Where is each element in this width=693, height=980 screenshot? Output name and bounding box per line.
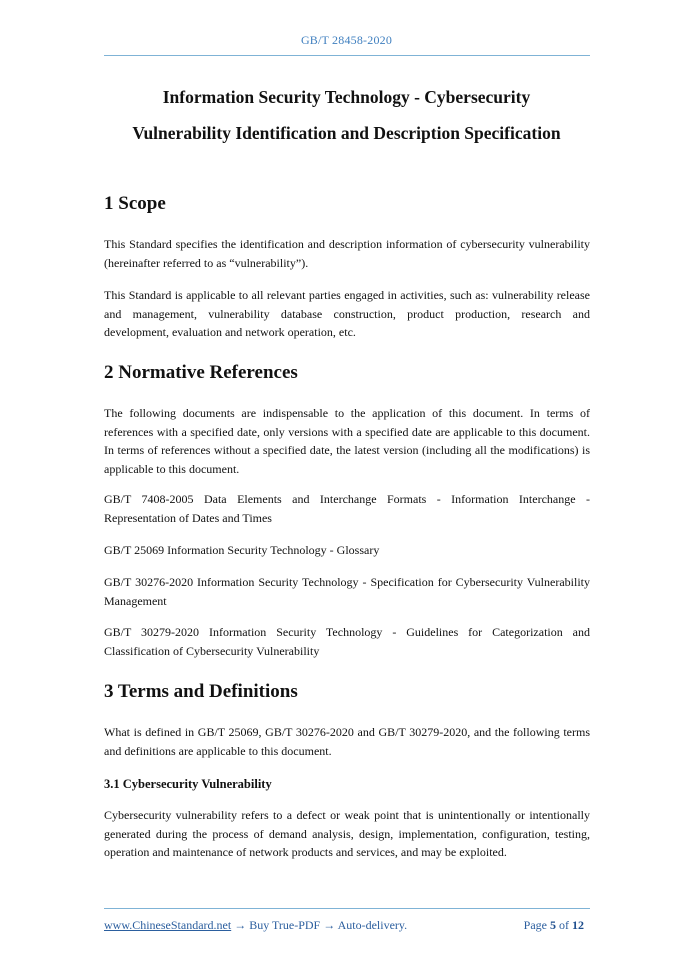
- buy-true-pdf-link[interactable]: Buy True-PDF: [249, 918, 321, 932]
- current-page-number: 5: [550, 918, 556, 932]
- header-divider: [104, 55, 590, 56]
- normative-intro-paragraph: The following documents are indispensable to the application of this document. In terms of references with a specified date, only versions with a specified date are applicable to this document. In terms of references without a specified date, the latest version (including all the modifications) is applicable to this document.: [104, 406, 590, 476]
- auto-delivery-text: Auto-delivery.: [337, 918, 408, 932]
- standard-code-header: GB/T 28458-2020: [300, 33, 393, 47]
- section-heading-terms-definitions: 3 Terms and Definitions: [104, 681, 298, 702]
- page-label: Page: [523, 918, 547, 932]
- terms-intro-paragraph: What is defined in GB/T 25069, GB/T 30276-2020 and GB/T 30279-2020, and the following terms and definitions are applicable to this document.: [104, 725, 590, 758]
- reference-item: GB/T 30279-2020 Information Security Technology - Guidelines for Categorization and Classification of Cybersecurity Vulnerability: [104, 625, 590, 658]
- site-link[interactable]: www.ChineseStandard.net: [104, 918, 232, 932]
- reference-item: GB/T 7408-2005 Data Elements and Interchange Formats - Information Interchange - Representation of Dates and Times: [104, 492, 590, 525]
- arrow-right-icon: →: [323, 918, 336, 932]
- section-heading-scope: 1 Scope: [104, 193, 166, 214]
- scope-paragraph-2: This Standard is applicable to all relevant parties engaged in activities, such as: vulnerability release and management, vulnerability database construction, product production, research and development, evaluation and network operation, etc.: [104, 288, 590, 339]
- of-label: of: [559, 918, 569, 932]
- reference-item: GB/T 30276-2020 Information Security Technology - Specification for Cybersecurity Vulnerability Management: [104, 575, 590, 608]
- document-title-line-1: Information Security Technology - Cybersecurity: [162, 87, 531, 107]
- scope-paragraph-1: This Standard specifies the identification and description information of cybersecurity vulnerability (hereinafter referred to as “vulnerability”).: [104, 237, 590, 270]
- section-heading-normative-references: 2 Normative References: [104, 362, 298, 383]
- document-title-line-2: Vulnerability Identification and Description Specification: [132, 123, 561, 143]
- page-indicator: [524, 918, 584, 933]
- cybersecurity-vulnerability-definition: Cybersecurity vulnerability refers to a defect or weak point that is unintentionally or intentionally generated during the process of demand analysis, design, implementation, configuration, testing, operation and maintenance of network products and services, and may be exploited.: [104, 808, 590, 859]
- subsection-heading-cybersecurity-vulnerability: 3.1 Cybersecurity Vulnerability: [104, 777, 272, 791]
- total-page-count: 12: [572, 918, 584, 932]
- reference-item: GB/T 25069 Information Security Technology - Glossary: [104, 543, 380, 557]
- footer-divider: [104, 908, 590, 909]
- arrow-right-icon: →: [234, 918, 247, 932]
